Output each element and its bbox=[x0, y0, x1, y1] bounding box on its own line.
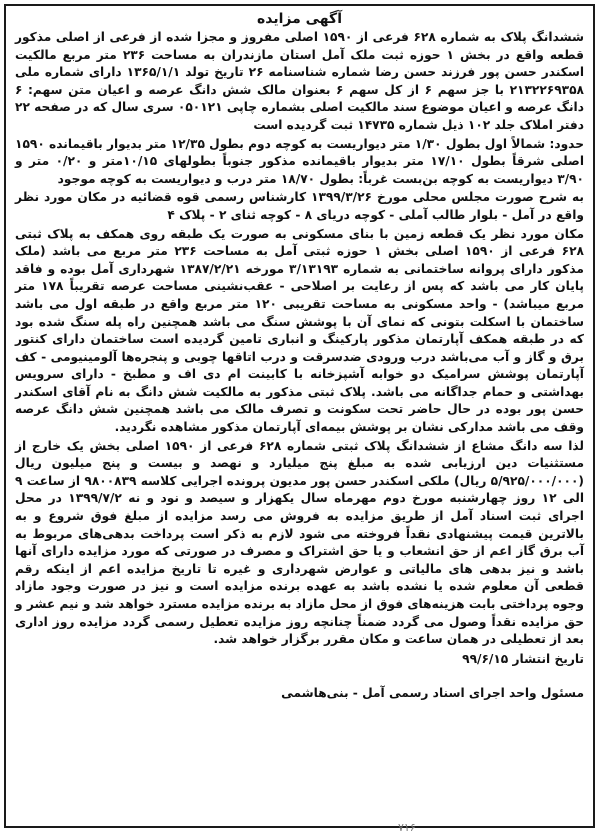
boundaries-paragraph: حدود: شمالاً اول بطول ۱/۳۰ متر دیواریست به کوچه دوم بطول ۱۲/۳۵ متر بدیوار باقیمانده ۱۵۹۰ اصلی شرقاً بطول ۱۷/۱۰ متر بدیوار باقیمانده مذکور جنوباً بطولهای ۱۰/۱۵متر و ۰/۲۰ متر و ۳/۹۰ دیواریست به کوچه بن‌بست غرباً: بطول ۱۸/۷۰ متر درب و دیواریست به کوچه موجود bbox=[15, 136, 585, 186]
auction-notice bbox=[4, 4, 595, 828]
handwritten-mark: ۷۱۶ bbox=[398, 821, 416, 834]
auction-terms-paragraph: لذا سه دانگ مشاع از ششدانگ پلاک ثبتی شماره ۶۲۸ فرعی از ۱۵۹۰ اصلی بخش یک خارج از مستثنیات دین ارزیابی شده به مبلغ پنج میلیارد و نهصد و بیست و پنج میلیون ریال (۵/۹۲۵/۰۰۰/۰۰۰ ریال) ملکی اسکندر حسن پور مدیون پرونده اجرایی کلاسه ۹۸۰۰۸۳۹ از ساعت ۹ الی ۱۲ روز چهارشنبه مورخ دوم مهرماه سال یکهزار و سیصد و نود و نه ۱۳۹۹/۷/۲ در محل اجرای ثبت اسناد آمل از طریق مزایده به فروش می رسد مزایده از مبلغ فوق شروع و به بالاترین قیمت پیشنهادی نقداً فروخته می شود لازم به ذکر است پرداخت بدهی‌های مربوط به آب برق گاز اعم از حق انشعاب و یا حق اشتراک و مصرف در صورتی که مورد مزایده دارای آنها باشد و نیز بدهی های مالیاتی و عوارض شهرداری و غیره تا تاریخ مزایده اعم از اینکه رقم قطعی آن معلوم شده یا نشده باشد به عهده برنده مزایده است و نیز در صورت وجود مازاد وجوه پرداختی بابت هزینه‌های فوق از محل مازاد به برنده مزایده مسترد خواهد شد و نیم عشر و حق مزایده نقداً وصول می گردد ضمناً چنانچه روز مزایده تعطیل رسمی گردد مزایده روز اداری بعد از تعطیلی در همان ساعت و مکان مقرر برگزار خواهد شد. bbox=[15, 438, 585, 647]
notice-title: آگهی مزایده bbox=[256, 11, 342, 27]
expert-report-paragraph: به شرح صورت مجلس محلی مورخ ۱۳۹۹/۳/۲۶ کارشناس رسمی قوه قضائیه در مکان مورد نظر واقع در آمل - بلوار طالب آملی - کوچه دریای ۸ - کوچه ثنای ۲ - پلاک ۴ bbox=[15, 190, 584, 222]
signature-line: مسئول واحد اجرای اسناد رسمی آمل - بنی‌هاشمی bbox=[281, 685, 584, 700]
property-description-paragraph: ششدانگ پلاک به شماره ۶۲۸ فرعی از ۱۵۹۰ اصلی مفروز و مجزا شده از فرعی از اصلی مذکور قطعه واقع در بخش ۱ حوزه ثبت ملک آمل استان مازندران به مساحت ۲۳۶ متر مربع مالکیت اسکندر حسن پور فرزند حسن رضا شماره شناسنامه ۲۶ تاریخ تولد ۱۳۶۵/۱/۱ دارای شماره ملی ۲۱۳۲۲۶۹۳۵۸ با جز سهم ۶ از کل سهم ۶ بعنوان مالک شش دانگ عرصه و اعیان متن سهم: ۶ دانگ عرصه و اعیان موضوع سند مالکیت اصلی بشماره چاپی ۰۵۰۱۲۱ سری سال که در صفحه ۲۲ دفتر املاک جلد ۱۰۲ ذیل شماره ۱۴۷۳۵ ثبت گردیده است bbox=[15, 30, 585, 132]
building-details-paragraph: مکان مورد نظر یک قطعه زمین با بنای مسکونی به صورت یک طبقه روی همکف به پلاک ثبتی ۶۲۸ فرعی از ۱۵۹۰ اصلی بخش ۱ حوزه ثبتی آمل به مساحت ۲۳۶ متر مربع می باشد (ملک مذکور دارای پروانه ساختمانی به شماره ۳/۱۳۱۹۳ مورخه ۱۳۸۷/۲/۲۱ شهرداری آمل بوده و فاقد پایان کار می باشد که پس از رعایت بر اصلاحی - عقب‌نشینی مساحت عرصه تقریباً ۱۷۸ متر مربع میباشد) - واحد مسکونی به مساحت تقریبی ۱۲۰ متر مربع واقع در طبقه اول می باشد ساختمان با اسکلت بتونی که نمای آن با پوشش سنگ می باشد همچنین راه پله سنگ شده بود که در طبقه همکف آپارتمان مذکور پارکینگ و انباری تامین گردیده است ساختمان دارای کنتور برق و گاز و آب می‌باشد درب ورودی ضدسرقت و درب اتاقها چوبی و پنجره‌ها آلومینیومی - کف آپارتمان پوشش سرامیک دو خوابه آشپزخانه با کابینت ام دی اف و مطبخ - دارای سرویس بهداشتی و حمام جداگانه می باشد. پلاک ثبتی مذکور به مالکیت شش دانگ به نام آقای اسکندر حسن پور بوده در حال حاضر تحت سکونت و تصرف مالک می باشد همچنین شش دانگ عرصه وقف می باشد مدارکی نشان بر پوشش بیمه‌ای آپارتمان مذکور مشاهده نگردید. bbox=[15, 226, 584, 435]
publish-date: تاریخ انتشار ۹۹/۶/۱۵ bbox=[462, 651, 584, 666]
